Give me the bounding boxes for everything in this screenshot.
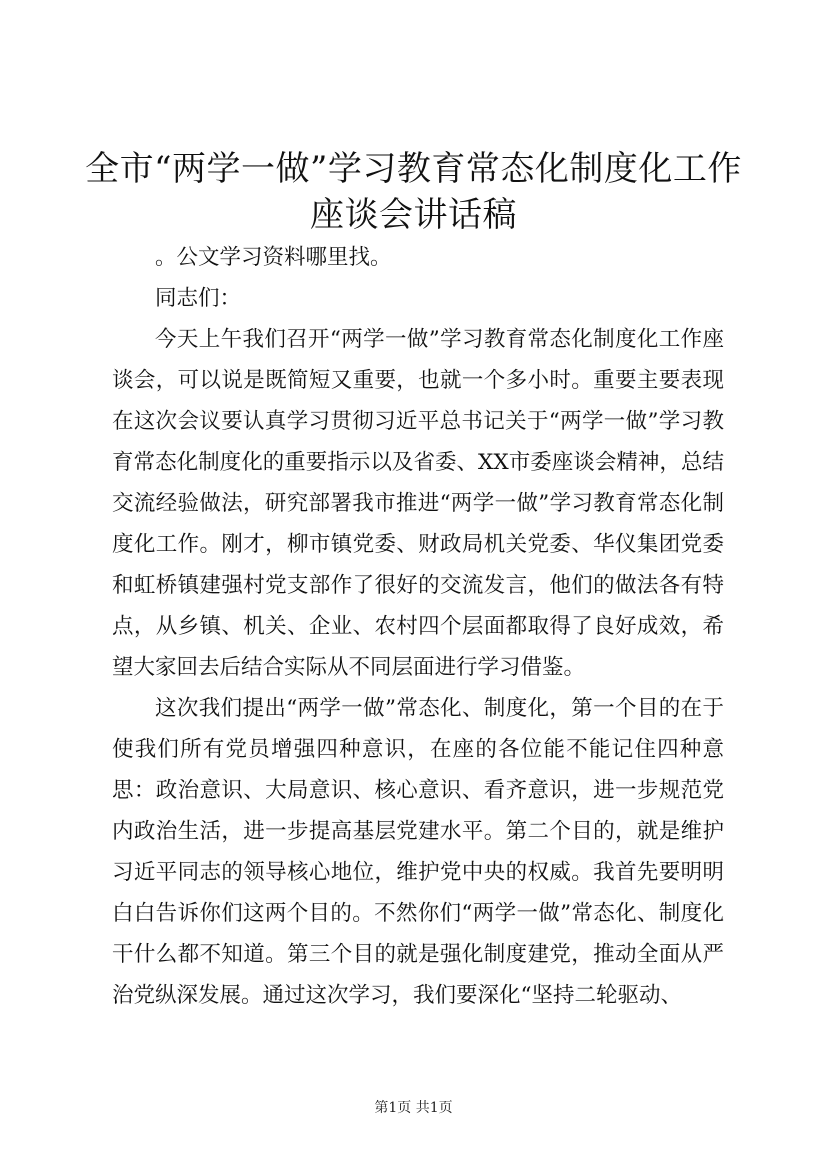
paragraph-body-1: 今天上午我们召开“两学一做”学习教育常态化制度化工作座谈会，可以说是既简短又重要，也就一个多小时。重要主要表现在这次会议要认真学习贯彻习近平总书记关于“两学一做”学习教育常态化制度化的重要指示以及省委、XX市委座谈会精神，总结交流经验做法，研究部署我市推进“两学一做”学习教育常态化制度化工作。刚才，柳市镇党委、财政局机关党委、华仪集团党委和虹桥镇建强村党支部作了很好的交流发言，他们的做法各有特点，从乡镇、机关、企业、农村四个层面都取得了良好成效，希望大家回去后结合实际从不同层面进行学习借鉴。 [112,327,724,680]
document-body [112,237,724,1016]
paragraph-salutation: 同志们： [155,286,242,311]
paragraph-body-2: 这次我们提出“两学一做”常态化、制度化，第一个目的在于使我们所有党员增强四种意识，在座的各位能不能记住四种意思：政治意识、大局意识、核心意识、看齐意识，进一步规范党内政治生活，进一步提高基层党建水平。第二个目的，就是维护习近平同志的领导核心地位，维护党中央的权威。我首先要明明白白告诉你们这两个目的。不然你们“两学一做”常态化、制度化干什么都不知道。第三个目的就是强化制度建党，推动全面从严治党纵深发展。通过这次学习，我们要深化“坚持二轮驱动、 [112,696,724,1008]
page-footer: 第1页 共1页 [374,1100,453,1116]
paragraph-source-note: 。公文学习资料哪里找。 [155,245,392,270]
document-title-line-1: 全市“两学一做”学习教育常态化制度化工作 [85,149,742,189]
document-title-line-2: 座谈会讲话稿 [310,195,517,235]
